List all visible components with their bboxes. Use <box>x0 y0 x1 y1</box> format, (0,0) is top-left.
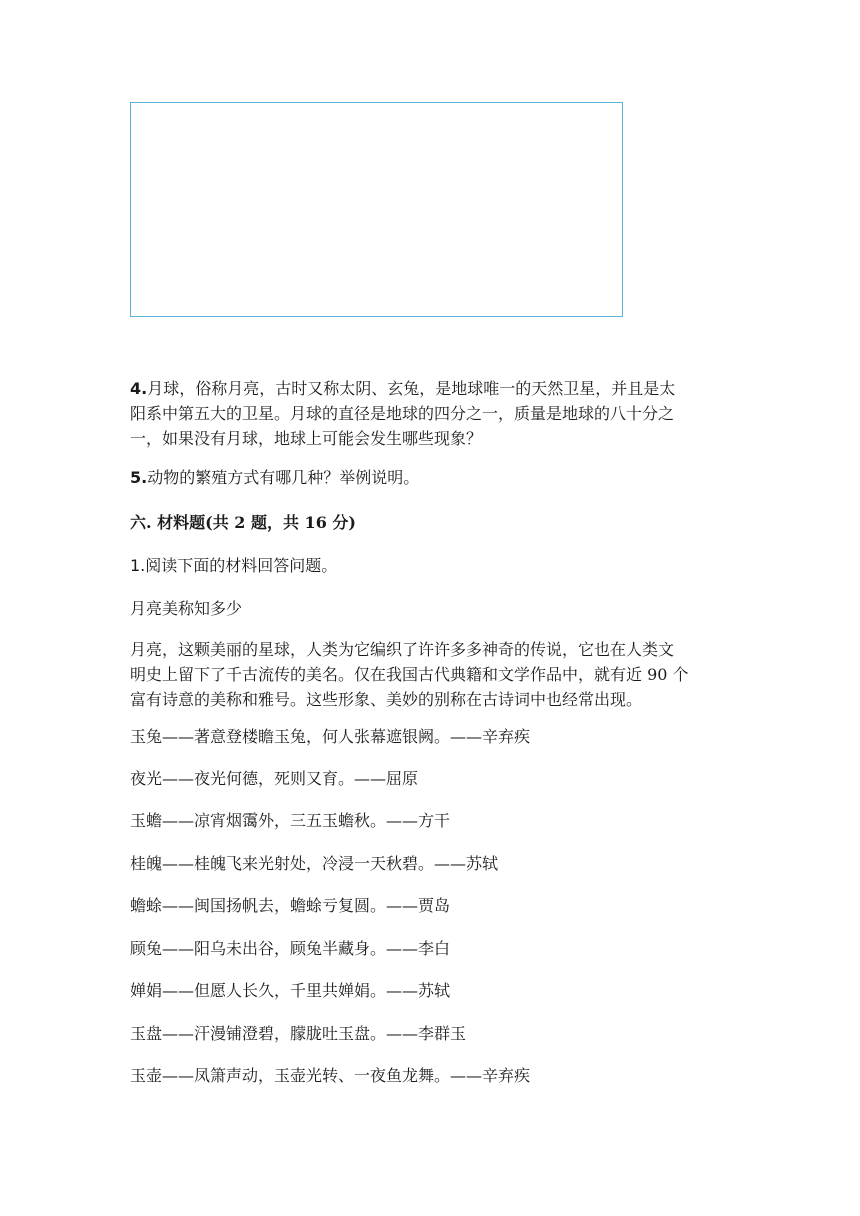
moon-name-item: 玉蟾——凉宵烟霭外，三五玉蟾秋。——方干 <box>130 811 451 830</box>
answer-box[interactable] <box>130 102 623 317</box>
intro-line-2: 明史上留下了千古流传的美名。仅在我国古代典籍和文学作品中，就有近 90 个 <box>130 665 689 684</box>
question-4-number: 4. <box>130 379 148 398</box>
material-1-prompt-text: 阅读下面的材料回答问题。 <box>145 556 338 575</box>
question-5-text: 动物的繁殖方式有哪几种？举例说明。 <box>147 468 420 487</box>
moon-name-item: 婵娟——但愿人长久，千里共婵娟。——苏轼 <box>130 981 451 1000</box>
question-4-line-2: 阳系中第五大的卫星。月球的直径是地球的四分之一，质量是地球的八十分之 <box>130 404 675 423</box>
question-4 <box>130 376 730 451</box>
intro-line-1: 月亮，这颗美丽的星球，人类为它编织了许许多多神奇的传说，它也在人类文 <box>130 640 675 659</box>
material-1-number: 1. <box>130 556 146 575</box>
question-4-line-1: 4.月球，俗称月亮，古时又称太阴、玄兔，是地球唯一的天然卫星，并且是太 <box>130 379 676 398</box>
intro-line-3: 富有诗意的美称和雅号。这些形象、美妙的别称在古诗词中也经常出现。 <box>130 690 643 709</box>
question-5 <box>130 465 730 490</box>
material-1-intro <box>130 637 730 712</box>
section-6-title: 六. 材料题(共 2 题，共 16 分) <box>130 513 356 532</box>
moon-name-item: 夜光——夜光何德，死则又育。——屈原 <box>130 769 419 788</box>
question-5-number: 5. <box>130 468 148 487</box>
moon-name-item: 桂魄——桂魄飞来光射处，冷浸一天秋碧。——苏轼 <box>130 854 499 873</box>
moon-name-item: 蟾蜍——闽国扬帆去，蟾蜍亏复圆。——贾岛 <box>130 896 451 915</box>
material-1-heading: 月亮美称知多少 <box>130 599 243 618</box>
moon-name-item: 顾兔——阳乌未出谷，顾兔半藏身。——李白 <box>130 939 451 958</box>
moon-name-item: 玉盘——汗漫铺澄碧，朦胧吐玉盘。——李群玉 <box>130 1024 467 1043</box>
moon-name-item: 玉壶——凤箫声动，玉壶光转、一夜鱼龙舞。——辛弃疾 <box>130 1066 531 1085</box>
material-1-prompt <box>130 553 730 578</box>
question-4-line-3: 一，如果没有月球，地球上可能会发生哪些现象？ <box>130 429 483 448</box>
moon-name-item: 玉兔——著意登楼瞻玉兔，何人张幕遮银阙。——辛弃疾 <box>130 727 531 746</box>
